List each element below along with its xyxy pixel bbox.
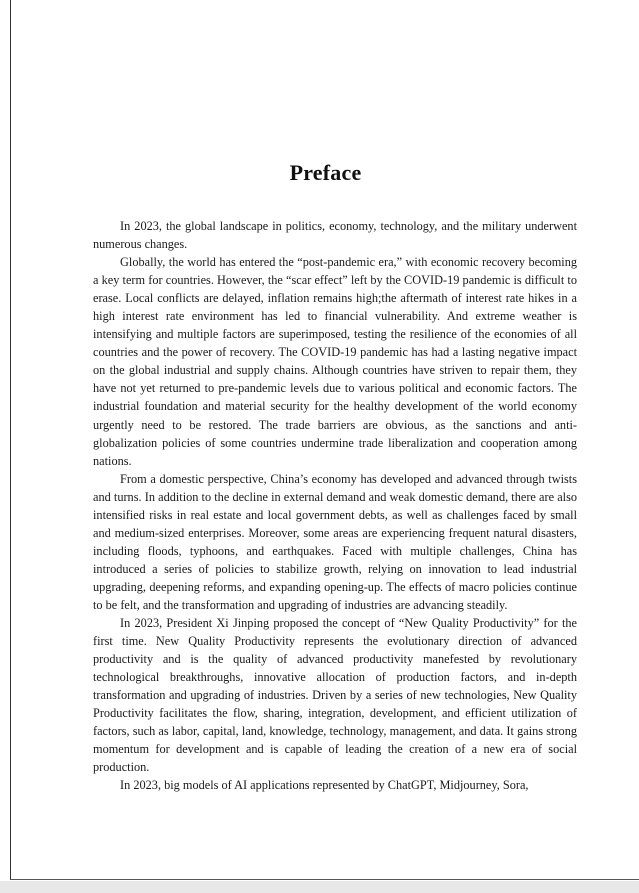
document-page [10, 0, 639, 880]
paragraph: In 2023, big models of AI applications represented by ChatGPT, Midjourney, Sora, [120, 778, 529, 793]
paragraph: Globally, the world has entered the “post-pandemic era,” with economic recovery becoming a key term for countries. However, the “scar effect” left by the COVID-19 pandemic is difficult to erase. Local conflicts are delayed, inflation remains high;the aftermath of interest rate hikes in a high interest rate environment has led to financial vulnerability. And extreme weather is intensifying and multiple factors are superimposed, testing the resilience of the economies of all countries and the power of recovery. The COVID-19 pandemic has had a lasting negative impact on the global industrial and supply chains. Although countries have striven to repair them, they have not yet returned to pre-pandemic levels due to various political and economic factors. The industrial foundation and material security for the healthy development of the world economy urgently need to be restored. The trade barriers are obvious, as the sanctions and anti-globalization policies of some countries undermine trade liberalization and cooperation among nations. [93, 255, 577, 468]
preface-body [93, 217, 577, 795]
viewer-background [0, 881, 639, 893]
paragraph: In 2023, the global landscape in politics, economy, technology, and the military underwent numerous changes. [93, 219, 577, 252]
page-title: Preface [289, 160, 362, 185]
paragraph: In 2023, President Xi Jinping proposed the concept of “New Quality Productivity” for the first time. New Quality Productivity represents the evolutionary direction of advanced productivity and is the quality of advanced productivity manefested by revolutionary technological breakthroughs, innovative allocation of production factors, and in-depth transformation and upgrading of industries. Driven by a series of new technologies, New Quality Productivity facilitates the flow, sharing, integration, development, and efficient utilization of factors, such as labor, capital, land, knowledge, technology, management, and data. It gains strong momentum for development and is capable of leading the creation of a new era of social production. [93, 616, 577, 775]
paragraph: From a domestic perspective, China’s economy has developed and advanced through twists and turns. In addition to the decline in external demand and weak domestic demand, there are also intensified risks in real estate and local government debts, as well as challenges faced by small and medium-sized enterprises. Moreover, some areas are experiencing frequent natural disasters, including floods, typhoons, and earthquakes. Faced with multiple challenges, China has introduced a series of policies to stabilize growth, relying on innovation to lead industrial upgrading, deepening reforms, and expanding opening-up. The effects of macro policies continue to be felt, and the transformation and upgrading of industries are advancing steadily. [93, 471, 577, 612]
